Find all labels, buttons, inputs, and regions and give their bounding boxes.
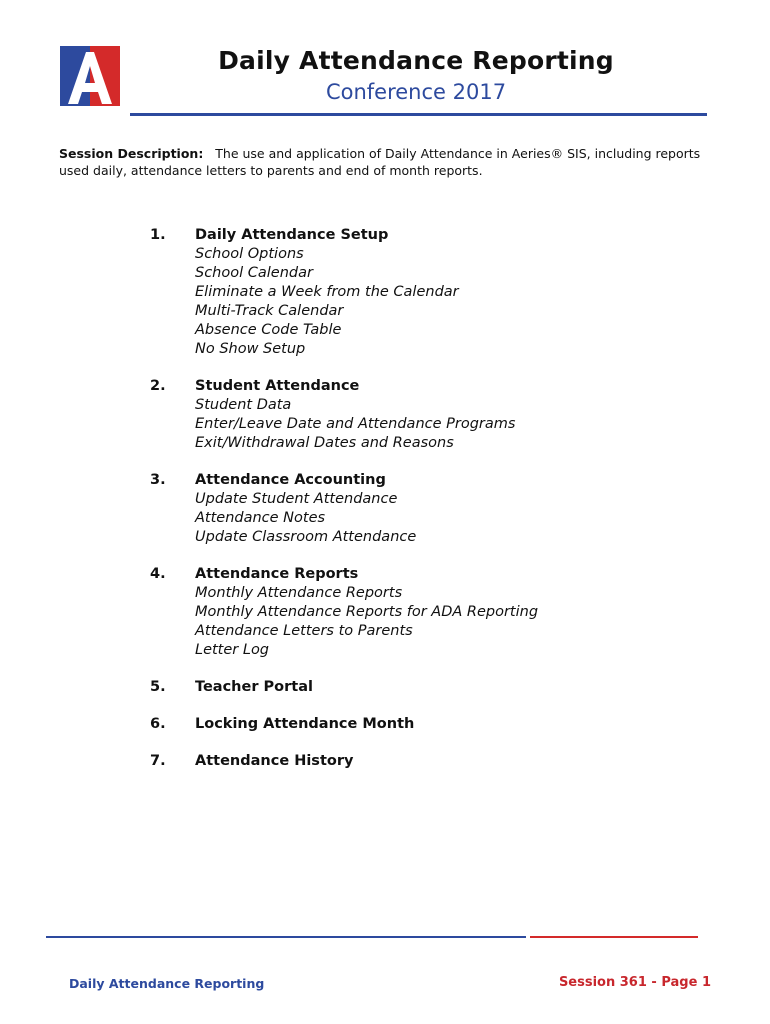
outline-section-heading: Locking Attendance Month — [195, 716, 415, 732]
outline-topic-item: Letter Log — [195, 642, 270, 658]
outline-topic-item: Multi-Track Calendar — [195, 303, 344, 319]
footer-title: Daily Attendance Reporting — [69, 976, 265, 991]
outline-topic-item: School Options — [195, 246, 304, 262]
outline-topic-item: Student Data — [195, 397, 292, 413]
outline-section-body — [195, 752, 670, 771]
outline-section-body — [195, 565, 670, 660]
outline-section-number: 2. — [150, 378, 166, 394]
outline-section-number: 4. — [150, 566, 166, 582]
outline-section-number: 7. — [150, 753, 166, 769]
outline-section-heading: Daily Attendance Setup — [195, 227, 389, 243]
outline-section-body — [195, 678, 670, 697]
header-divider — [130, 113, 707, 116]
outline-topic-item: Enter/Leave Date and Attendance Programs — [195, 416, 516, 432]
outline-section-body — [195, 377, 670, 453]
outline-section — [150, 565, 670, 660]
outline-section-number: 6. — [150, 716, 166, 732]
outline-section — [150, 471, 670, 547]
outline-topic-item: Absence Code Table — [195, 322, 342, 338]
outline-section-number: 3. — [150, 472, 166, 488]
outline-topic-item: School Calendar — [195, 265, 313, 281]
outline-section — [150, 752, 670, 771]
outline-topic-item: Monthly Attendance Reports — [195, 585, 403, 601]
outline-section-number: 1. — [150, 227, 166, 243]
outline-section-heading: Attendance Reports — [195, 566, 359, 582]
session-description-text: The use and application of Daily Attendance in Aeries® SIS, including reports used daily, attendance letters to parents and end of month reports. — [59, 146, 701, 178]
outline-topic-item: Update Classroom Attendance — [195, 529, 417, 545]
outline-topic-item: Exit/Withdrawal Dates and Reasons — [195, 435, 454, 451]
footer-divider-red — [530, 936, 698, 938]
aeries-a-logo-icon — [60, 46, 120, 106]
outline-topic-item: Attendance Notes — [195, 510, 326, 526]
outline-section-body — [195, 471, 670, 547]
session-description — [59, 145, 719, 179]
footer-divider-blue — [46, 936, 526, 938]
outline-topic-item: Attendance Letters to Parents — [195, 623, 413, 639]
outline-section — [150, 226, 670, 359]
outline-section-heading: Attendance Accounting — [195, 472, 386, 488]
session-outline — [150, 226, 670, 789]
outline-topic-item: No Show Setup — [195, 341, 306, 357]
document-subtitle: Conference 2017 — [325, 80, 507, 104]
outline-section — [150, 678, 670, 697]
outline-section-number: 5. — [150, 679, 166, 695]
document-title: Daily Attendance Reporting — [218, 46, 614, 75]
outline-section-body — [195, 226, 670, 359]
session-description-label: Session Description: — [59, 146, 204, 161]
footer-page-number: Session 361 - Page 1 — [558, 975, 711, 990]
outline-topic-item: Update Student Attendance — [195, 491, 398, 507]
outline-section-heading: Student Attendance — [195, 378, 360, 394]
outline-section-heading: Attendance History — [195, 753, 354, 769]
outline-section — [150, 377, 670, 453]
outline-section-body — [195, 715, 670, 734]
outline-section — [150, 715, 670, 734]
outline-topic-item: Monthly Attendance Reports for ADA Reporting — [195, 604, 539, 620]
outline-section-heading: Teacher Portal — [195, 679, 313, 695]
outline-topic-item: Eliminate a Week from the Calendar — [195, 284, 459, 300]
